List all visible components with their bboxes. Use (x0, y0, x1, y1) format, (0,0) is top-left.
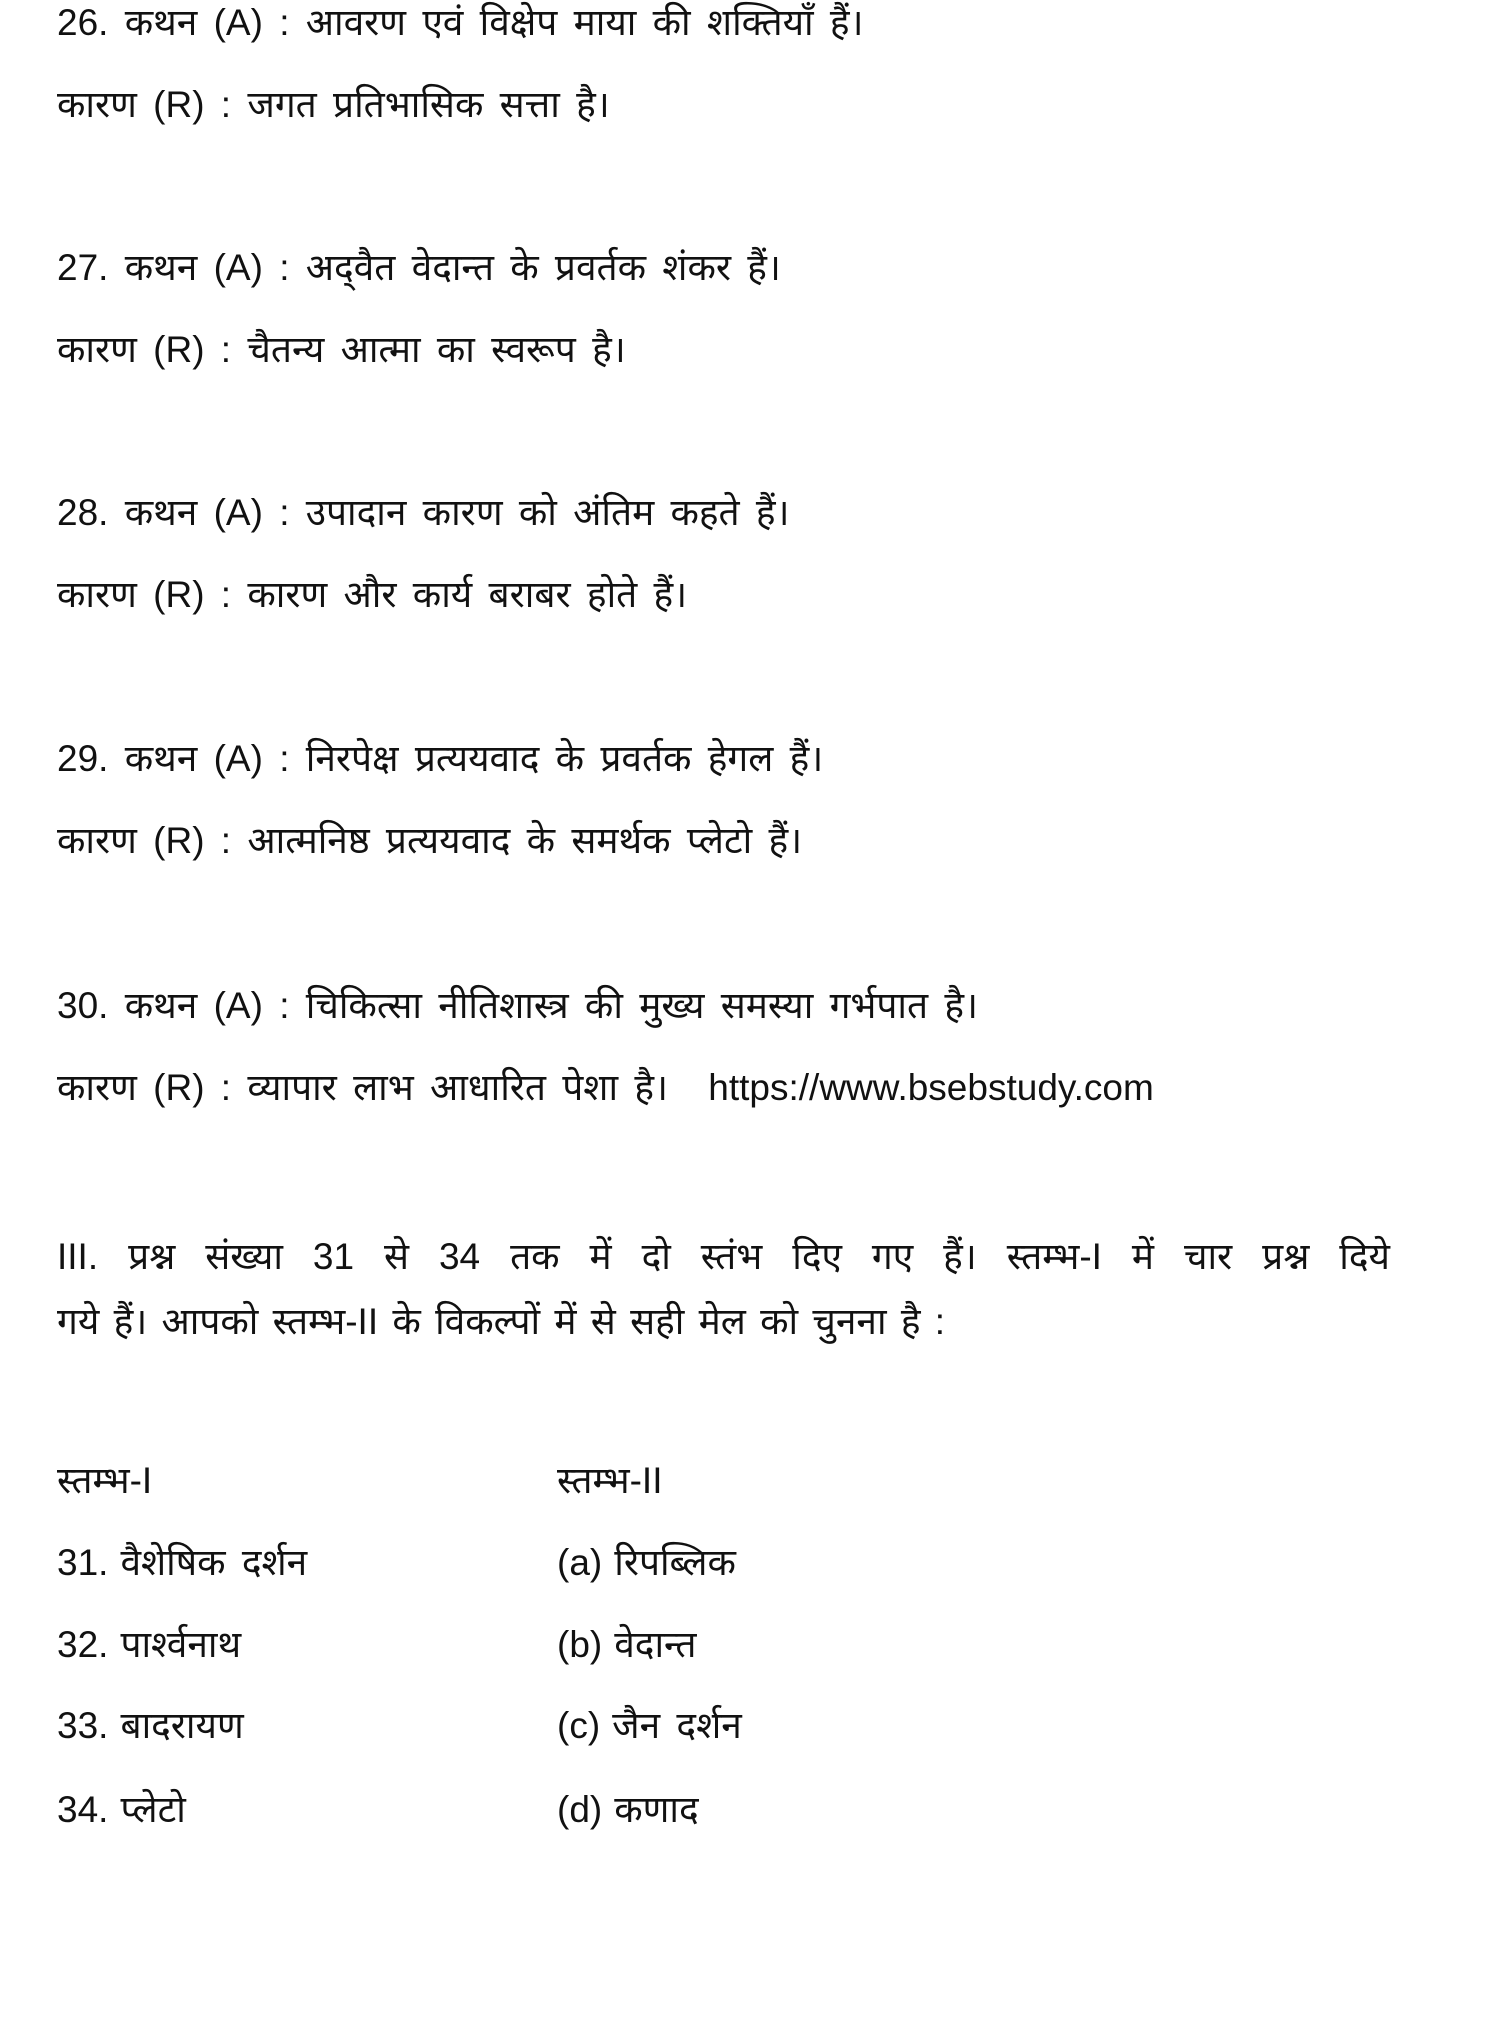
option-text: जैन दर्शन (612, 1705, 742, 1746)
item-number: 31. (57, 1542, 109, 1583)
assertion-text: उपादान कारण को अंतिम कहते हैं। (305, 492, 790, 533)
item-number: 32. (57, 1624, 109, 1665)
reason-text: चैतन्य आत्मा का स्वरूप है। (247, 329, 626, 370)
question-number: 28. (57, 492, 109, 533)
instructions-line-1: III. प्रश्न संख्या 31 से 34 तक में दो स्तंभ दिए गए हैं। स्तम्भ-I में चार प्रश्न दिये (57, 1236, 1390, 1277)
question-26-reason (57, 83, 610, 127)
item-text: वैशेषिक दर्शन (120, 1542, 308, 1583)
question-29-reason (57, 819, 802, 863)
question-27-assertion (57, 246, 781, 290)
question-27-reason (57, 328, 626, 372)
option-label: (b) (557, 1624, 603, 1665)
option-label: (c) (557, 1705, 601, 1746)
item-number: 33. (57, 1705, 109, 1746)
column-2-option-b (557, 1623, 697, 1667)
option-text: कणाद (614, 1789, 699, 1830)
reason-text: आत्मनिष्ठ प्रत्ययवाद के समर्थक प्लेटो हैं। (247, 820, 803, 861)
question-number: 27. (57, 247, 109, 288)
reason-text: जगत प्रतिभासिक सत्ता है। (247, 84, 610, 125)
item-text: पार्श्वनाथ (120, 1624, 242, 1665)
question-26-assertion (57, 1, 864, 45)
reason-label: कारण (R) : (57, 84, 232, 125)
reason-label: कारण (R) : (57, 820, 232, 861)
watermark-url: https://www.bsebstudy.com (708, 1067, 1154, 1108)
reason-label: कारण (R) : (57, 329, 232, 370)
question-number: 26. (57, 2, 109, 43)
item-text: प्लेटो (120, 1789, 186, 1830)
assertion-label: कथन (A) : (124, 2, 290, 43)
column-1-item-34 (57, 1788, 186, 1832)
question-30-reason (57, 1066, 1154, 1110)
item-number: 34. (57, 1789, 109, 1830)
assertion-label: कथन (A) : (124, 738, 290, 779)
option-label: (a) (557, 1542, 603, 1583)
assertion-text: आवरण एवं विक्षेप माया की शक्तियाँ हैं। (305, 2, 864, 43)
column-1-header: स्तम्भ-I (57, 1460, 153, 1501)
column-2-option-a (557, 1541, 736, 1585)
question-29-assertion (57, 737, 823, 781)
option-text: रिपब्लिक (614, 1542, 736, 1583)
reason-text: कारण और कार्य बराबर होते हैं। (247, 574, 688, 615)
question-number: 30. (57, 985, 109, 1026)
item-text: बादरायण (120, 1705, 244, 1746)
column-2-option-d (557, 1788, 699, 1832)
option-text: वेदान्त (614, 1624, 697, 1665)
column-2-header: स्तम्भ-II (557, 1460, 663, 1501)
question-28-assertion (57, 491, 790, 535)
option-label: (d) (557, 1789, 603, 1830)
question-28-reason (57, 573, 687, 617)
assertion-label: कथन (A) : (124, 985, 290, 1026)
column-2-option-c (557, 1704, 742, 1748)
assertion-text: निरपेक्ष प्रत्ययवाद के प्रवर्तक हेगल हैं। (305, 738, 824, 779)
reason-label: कारण (R) : (57, 1067, 232, 1108)
reason-label: कारण (R) : (57, 574, 232, 615)
assertion-text: अद्‍वैत वेदान्त के प्रवर्तक शंकर हैं। (305, 247, 781, 288)
instructions-line-2: गये हैं। आपको स्तम्भ-II के विकल्पों में से सही मेल को चुनना है : (57, 1301, 946, 1342)
question-number: 29. (57, 738, 109, 779)
assertion-label: कथन (A) : (124, 247, 290, 288)
reason-text: व्यापार लाभ आधारित पेशा है। (247, 1067, 668, 1108)
question-30-assertion (57, 984, 978, 1028)
column-1-item-33 (57, 1704, 244, 1748)
column-1-item-31 (57, 1541, 307, 1585)
assertion-text: चिकित्सा नीतिशास्त्र की मुख्य समस्या गर्भपात है। (305, 985, 979, 1026)
section-iii-instructions (57, 1224, 1390, 1354)
column-1-item-32 (57, 1623, 241, 1667)
assertion-label: कथन (A) : (124, 492, 290, 533)
